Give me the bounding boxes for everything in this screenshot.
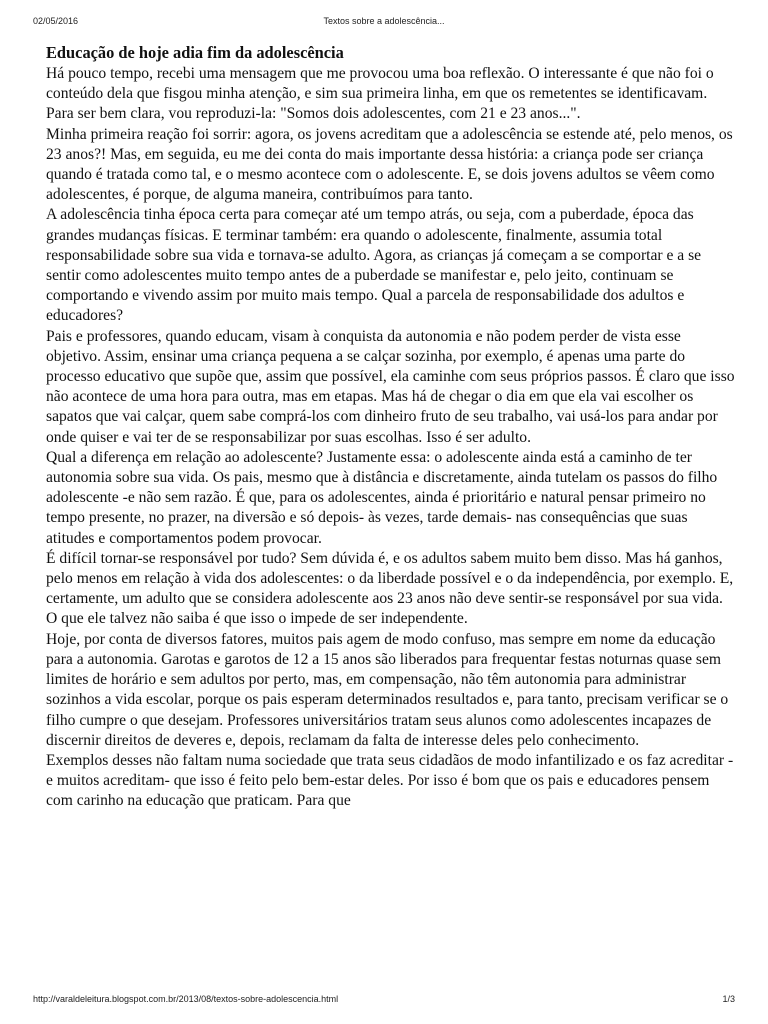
- article-paragraph: Hoje, por conta de diversos fatores, muitos pais agem de modo confuso, mas sempre em nome da educação para a autonomia. Garotas e garotos de 12 a 15 anos são liberados para frequentar festas noturnas quase sem limites de horário e sem adultos por perto, mas, em compensação, não têm autonomia para administrar sozinhos a vida escolar, porque os pais esperam determinados resultados e, para tanto, precisam verificar se o filho cumpre o que desejam. Professores universitários tratam seus alunos como adolescentes incapazes de discernir direitos de deveres e, depois, reclamam da falta de interesse deles pelo conhecimento.: [46, 630, 729, 749]
- article-paragraph: Há pouco tempo, recebi uma mensagem que me provocou uma boa reflexão. O interessante é que não foi o conteúdo dela que fisgou minha atenção, e sim sua primeira linha, em que os remetentes se identificavam. Para ser bem clara, vou reproduzi-la: "Somos dois adolescentes, com 21 e 23 anos...".: [46, 65, 714, 123]
- print-date: 02/05/2016: [33, 16, 79, 26]
- article-paragraph: É difícil tornar-se responsável por tudo? Sem dúvida é, e os adultos sabem muito bem disso. Mas há ganhos, pelo menos em relação à vida dos adolescentes: o da liberdade possível e o da independência, por exemplo. E, certamente, um adulto que se considera adolescente aos 23 anos não deve sentir-se responsável por sua vida. O que ele talvez não saiba é que isso o impede de ser independente.: [46, 549, 734, 628]
- article-title: Educação de hoje adia fim da adolescência: [46, 43, 344, 62]
- print-page-title: Textos sobre a adolescência...: [323, 16, 445, 26]
- article-paragraph: Qual a diferença em relação ao adolescente? Justamente essa: o adolescente ainda está a caminho de ter autonomia sobre sua vida. Os pais, mesmo que à distância e discretamente, ainda tutelam os passos do filho adolescente -e não sem razão. É que, para os adolescentes, ainda é prioritário e natural pensar primeiro no tempo presente, no prazer, na diversão e só depois- às vezes, tarde demais- nas consequências que suas atitudes e comportamentos podem provocar.: [46, 448, 718, 547]
- print-footer: [0, 994, 768, 1006]
- article-paragraph: A adolescência tinha época certa para começar até um tempo atrás, ou seja, com a puberdade, época das grandes mudanças físicas. E terminar também: era quando o adolescente, finalmente, assumia total responsabilidade sobre sua vida e tornava-se adulto. Agora, as crianças já começam a se comportar e a se sentir como adolescentes muito tempo antes de a puberdade se manifestar e, pelo jeito, continuam se comportando e vivendo assim por muito mais tempo. Qual a parcela de responsabilidade dos adultos e educadores?: [46, 206, 702, 325]
- article-paragraph: Minha primeira reação foi sorrir: agora, os jovens acreditam que a adolescência se estende até, pelo menos, os 23 anos?! Mas, em seguida, eu me dei conta do mais importante dessa história: a criança pode ser criança quando é tratada como tal, e o mesmo acontece com o adolescente. E, se dois jovens adultos se vêem como adolescentes, é porque, de alguma maneira, contribuímos para tanto.: [46, 125, 733, 204]
- page-number: 1/3: [722, 994, 735, 1004]
- article: [46, 42, 736, 812]
- print-header: [0, 16, 768, 28]
- article-paragraph: Pais e professores, quando educam, visam à conquista da autonomia e não podem perder de vista esse objetivo. Assim, ensinar uma criança pequena a se calçar sozinha, por exemplo, é apenas uma parte do processo educativo que supõe que, assim que possível, ela caminhe com seus próprios passos. É claro que isso não acontece de uma hora para outra, mas em etapas. Mas há de chegar o dia em que ela vai escolher os sapatos que vai calçar, quem sabe comprá-los com dinheiro fruto de seu trabalho, vai usá-los para andar por onde quiser e vai ter de se responsabilizar por suas escolhas. Isso é ser adulto.: [46, 327, 735, 446]
- page-url[interactable]: http://varaldeleitura.blogspot.com.br/2013/08/textos-sobre-adolescencia.html: [33, 994, 339, 1004]
- article-paragraph: Exemplos desses não faltam numa sociedade que trata seus cidadãos de modo infantilizado e os faz acreditar -e muitos acreditam- que isso é feito pelo bem-estar deles. Por isso é bom que os pais e educadores pensem com carinho na educação que praticam. Para que: [46, 751, 734, 810]
